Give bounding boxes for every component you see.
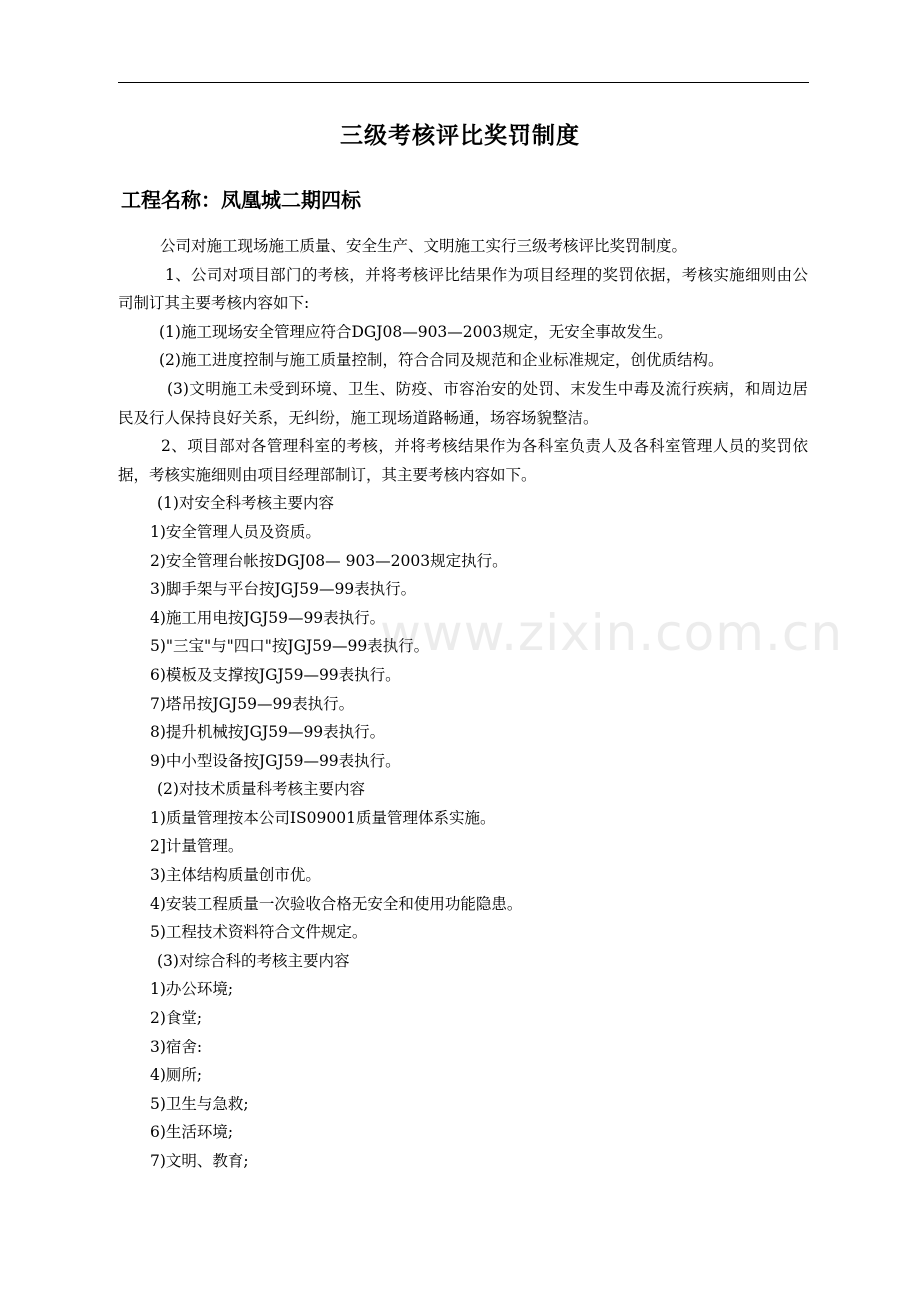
list-item: 4)厕所; bbox=[150, 1066, 203, 1085]
paragraph-department-assessment: 2、项目部对各管理科室的考核，并将考核结果作为各科室负责人及各科室管理人员的奖罚依据，考核实施细则由项目经理部制订，其主要考核内容如下。 bbox=[118, 437, 808, 484]
list-item: 5)工程技术资料符合文件规定。 bbox=[150, 923, 368, 942]
list-item: 6)模板及支撑按JGJ59—99表执行。 bbox=[150, 665, 401, 684]
paragraph-safety-requirement: (1)施工现场安全管理应符合DGJ08—903—2003规定，无安全事故发生。 bbox=[159, 322, 673, 341]
document-body bbox=[118, 232, 808, 1176]
document-title: 三级考核评比奖罚制度 bbox=[340, 123, 580, 149]
list-item: 6)生活环境; bbox=[150, 1123, 234, 1142]
paragraph-intro: 公司对施工现场施工质量、安全生产、文明施工实行三级考核评比奖罚制度。 bbox=[160, 237, 688, 255]
section-heading-quality: (2)对技术质量科考核主要内容 bbox=[157, 780, 365, 799]
list-item: 2)食堂; bbox=[150, 1009, 203, 1028]
list-item: 2)安全管理台帐按DGJ08— 903—2003规定执行。 bbox=[150, 551, 508, 570]
section-heading-general: (3)对综合科的考核主要内容 bbox=[157, 951, 350, 970]
watermark: www.zixin.com.cn bbox=[380, 604, 844, 662]
section-heading-safety: (1)对安全科考核主要内容 bbox=[157, 494, 334, 513]
list-item: 1)安全管理人员及资质。 bbox=[150, 522, 321, 541]
paragraph-progress-quality: (2)施工进度控制与施工质量控制，符合合同及规范和企业标准规定，创优质结构。 bbox=[159, 351, 724, 370]
list-item: 1)质量管理按本公司IS09001质量管理体系实施。 bbox=[150, 808, 496, 827]
list-item: 7)塔吊按JGJ59—99表执行。 bbox=[150, 694, 355, 713]
list-item: 4)安装工程质量一次验收合格无安全和使用功能隐患。 bbox=[150, 894, 523, 913]
list-item: 9)中小型设备按JGJ59—99表执行。 bbox=[150, 751, 401, 770]
list-item: 3)脚手架与平台按JGJ59—99表执行。 bbox=[150, 580, 417, 599]
list-item: 5)"三宝"与"四口"按JGJ59—99表执行。 bbox=[150, 637, 430, 656]
paragraph-company-assessment: 1、公司对项目部门的考核，并将考核评比结果作为项目经理的奖罚依据，考核实施细则由公司制订其主要考核内容如下: bbox=[118, 265, 808, 313]
header-rule bbox=[118, 82, 809, 83]
paragraph-civilized-construction: (3)文明施工未受到环境、卫生、防疫、市容治安的处罚、末发生中毒及流行疾病，和周边居民及行人保持良好关系，无纠纷，施工现场道路畅通，场容场貌整洁。 bbox=[118, 379, 808, 427]
project-name: 工程名称：凤凰城二期四标 bbox=[121, 188, 361, 212]
list-item: 4)施工用电按JGJ59—99表执行。 bbox=[150, 608, 386, 627]
list-item: 5)卫生与急救; bbox=[150, 1094, 249, 1113]
list-item: 8)提升机械按JGJ59—99表执行。 bbox=[150, 723, 386, 742]
list-item: 3)宿舍: bbox=[150, 1037, 203, 1056]
list-item: 2]计量管理。 bbox=[150, 837, 244, 856]
list-item: 7)文明、教育; bbox=[150, 1152, 249, 1170]
list-item: 1)办公环境; bbox=[150, 980, 234, 999]
list-item: 3)主体结构质量创市优。 bbox=[150, 866, 321, 885]
